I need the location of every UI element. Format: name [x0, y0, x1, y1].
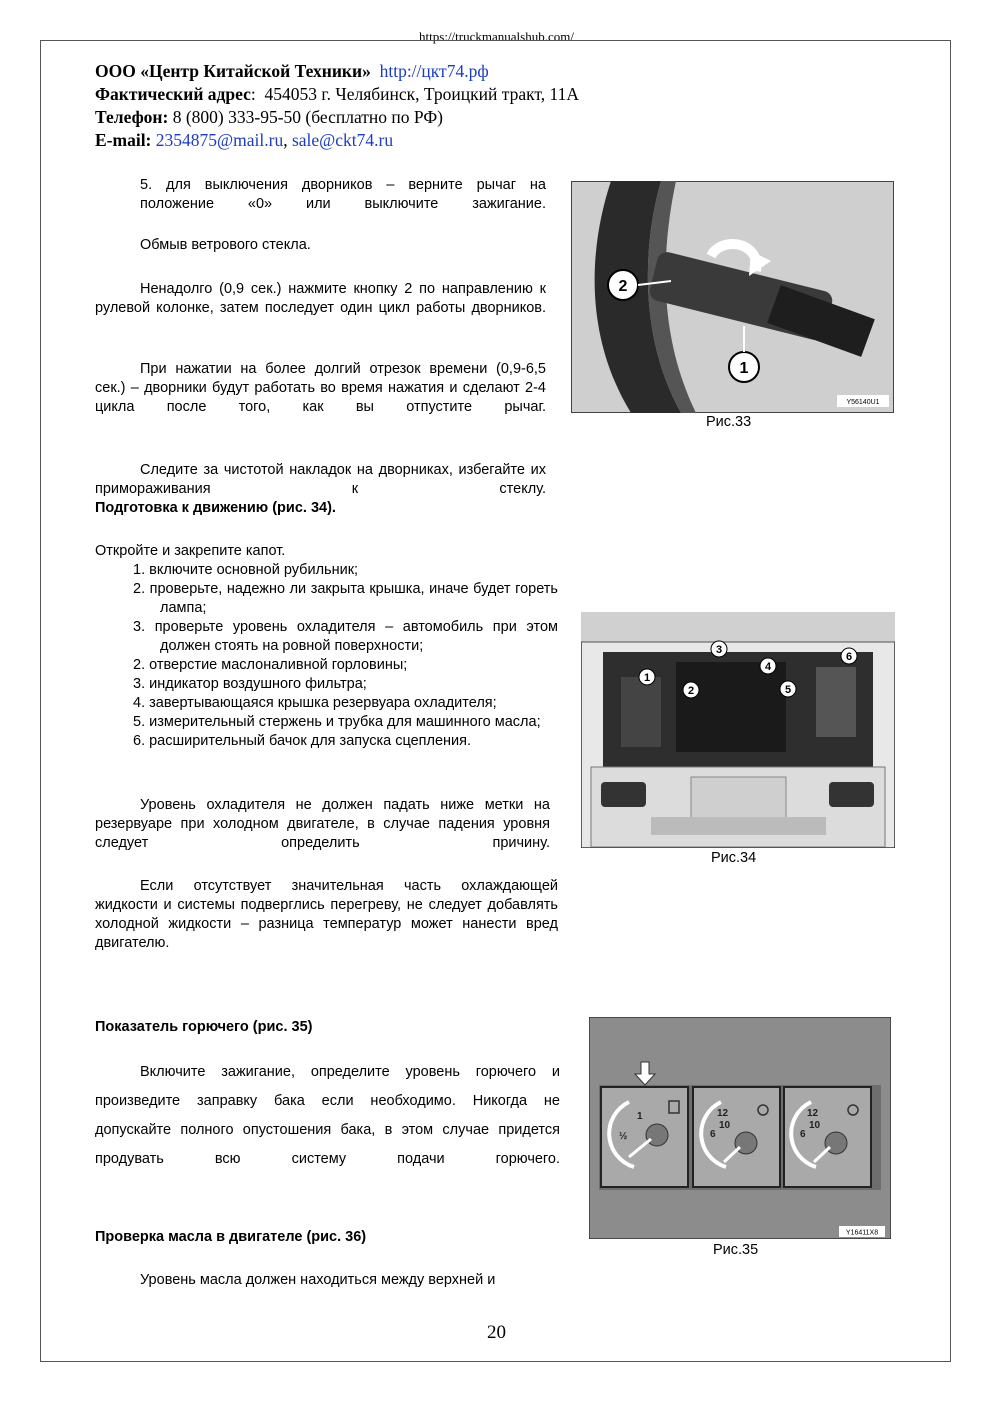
gauge3-mark-10: 10: [809, 1120, 821, 1131]
callout-1: 1: [643, 672, 651, 684]
gauge1-mark-half: ½: [619, 1131, 628, 1142]
paragraph-short-press: Ненадолго (0,9 сек.) нажмите кнопку 2 по направлению к рулевой колонке, затем последует один цикл работы дворников.: [95, 281, 546, 316]
paragraph-overheat: Если отсутствует значительная часть охлаждающей жидкости и системы подверглись перегреву, не следует добавлять холодной жидкости – разница температур может нанести вред двигателю.: [95, 878, 558, 951]
phone-label: Телефон:: [95, 107, 169, 127]
list-item: 3. индикатор воздушного фильтра;: [133, 676, 367, 692]
callout-2: 2: [618, 278, 628, 295]
callout-2: 2: [687, 685, 695, 697]
figure-34-engine-bay: [581, 612, 895, 848]
gauge1-mark-full: 1: [637, 1111, 643, 1122]
callout-1: 1: [739, 360, 749, 377]
company-name: ООО «Центр Китайской Техники»: [95, 61, 371, 81]
paragraph-open-hood: Откройте и закрепите капот.: [95, 543, 286, 559]
figure-34-caption: Рис.34: [711, 850, 757, 866]
paragraph-coolant-level: Уровень охладителя не должен падать ниже метки на резервуаре при холодном двигателе, в случае падения уровня следует определить причину.: [95, 797, 550, 851]
figure-code: Y16411X8: [845, 1229, 879, 1237]
paragraph-fuel: Включите зажигание, определите уровень горючего и произведите заправку бака если необходимо. Никогда не допускайте полного опустошения бака, в этом случае придется продувать всю систему подачи горючего.: [95, 1064, 560, 1167]
heading-fuel-gauge: Показатель горючего (рис. 35): [95, 1019, 313, 1035]
email-link-2[interactable]: sale@ckt74.ru: [291, 130, 394, 150]
list-item: 4. завертывающаяся крышка резервуара охладителя;: [133, 695, 497, 711]
paragraph-washer: Обмыв ветрового стекла.: [140, 237, 311, 253]
page-number: 20: [487, 1322, 506, 1343]
paragraph-wiper-care: Следите за чистотой накладок на дворниках, избегайте их приморaживания к стеклу.: [95, 462, 546, 497]
paragraph-oil-level: Уровень масла должен находиться между верхней и: [140, 1272, 496, 1288]
list-item: 2. проверьте, надежно ли закрыта крышка, иначе будет гореть лампа;: [133, 581, 558, 616]
callout-4: 4: [764, 661, 772, 673]
list-item: 3. проверьте уровень охладителя – автомобиль при этом должен стоять на ровной поверхности;: [133, 619, 558, 654]
gauge2-mark-10: 10: [719, 1120, 731, 1131]
list-item: 6. расширительный бачок для запуска сцепления.: [133, 733, 472, 749]
callout-5: 5: [784, 684, 792, 696]
paragraph-step5: 5. для выключения дворников – верните рычаг на положение «0» или выключите зажигание.: [140, 177, 546, 212]
gauge3-mark-12: 12: [807, 1108, 819, 1119]
gauge3-mark-6: 6: [800, 1129, 806, 1140]
figure-35-fuel-gauges: [589, 1017, 891, 1239]
email-label: E-mail:: [95, 130, 152, 150]
list-item: 5. измерительный стержень и трубка для машинного масла;: [133, 714, 541, 730]
paragraph-long-press: При нажатии на более долгий отрезок времени (0,9-6,5 сек.) – дворники будут работать во время нажатия и сделают 2-4 цикла после того, как вы отпустите рычаг.: [95, 361, 546, 415]
heading-oil-check: Проверка масла в двигателе (рис. 36): [95, 1229, 367, 1245]
company-site-link[interactable]: http://цкт74.рф: [379, 61, 489, 81]
address-value: 454053 г. Челябинск, Троицкий тракт, 11А: [264, 84, 579, 104]
list-item: 1. включите основной рубильник;: [133, 562, 359, 578]
figure-33-caption: Рис.33: [706, 414, 752, 430]
callout-6: 6: [845, 651, 853, 663]
callout-3: 3: [715, 644, 723, 656]
phone-value: 8 (800) 333-95-50 (бесплатно по РФ): [172, 107, 444, 127]
heading-preparation: Подготовка к движению (рис. 34).: [95, 500, 336, 516]
company-header: ООО «Центр Китайской Техники» http://цкт74.рф Фактический адрес: 454053 г. Челябинск, Троицкий тракт, 11А Телефон: 8 (800) 333-95-50 (бесплатно по РФ) E-mail: 2354875@mail.ru, sale@ckt74.ru: [95, 61, 579, 150]
checklist: [100, 561, 558, 751]
figure-33-wiper-lever: [571, 181, 894, 413]
address-label: Фактический адрес: [95, 84, 251, 104]
figure-code: Y56140U1: [846, 399, 880, 406]
email-link-1[interactable]: 2354875@mail.ru: [155, 130, 284, 150]
figure-35-caption: Рис.35: [713, 1242, 759, 1258]
gauge2-mark-12: 12: [717, 1108, 729, 1119]
source-url[interactable]: https://truckmanualshub.com/: [419, 29, 574, 44]
list-item: 2. отверстие маслоналивной горловины;: [133, 657, 408, 673]
gauge2-mark-6: 6: [710, 1129, 716, 1140]
